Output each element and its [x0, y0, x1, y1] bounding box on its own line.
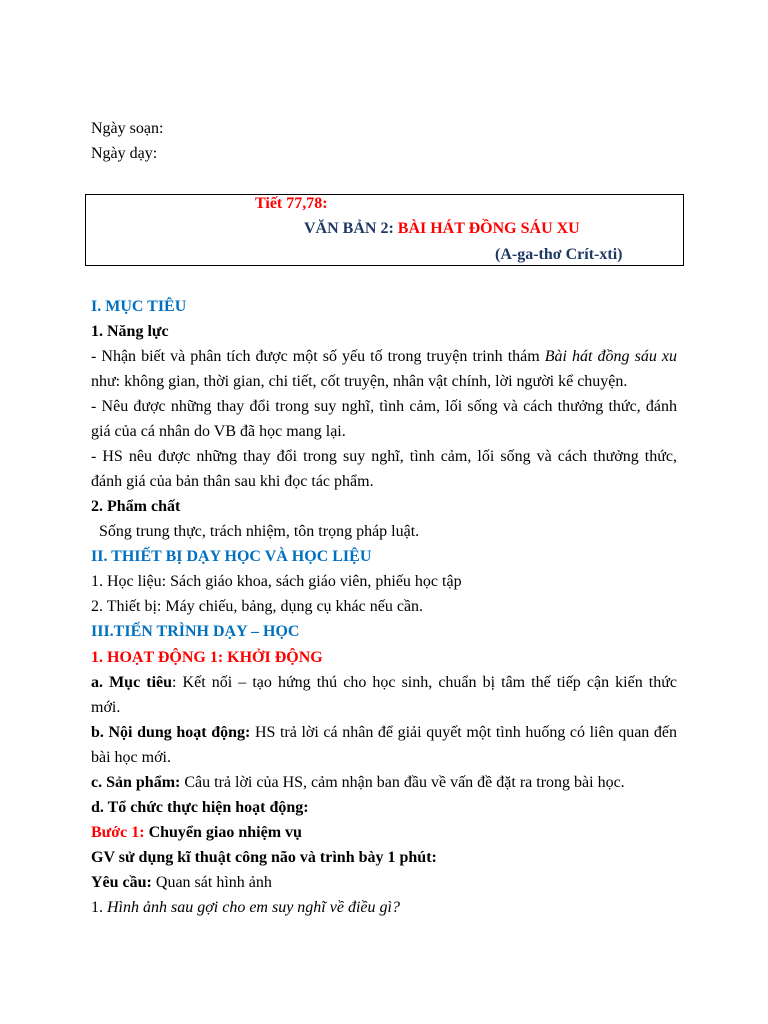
text-title: BÀI HÁT ĐỒNG SÁU XU — [397, 220, 580, 237]
number: 1. — [91, 899, 107, 916]
paragraph-line — [91, 770, 677, 795]
paragraph-line: mới. — [91, 699, 121, 716]
label: b. Nội dung hoạt động: — [91, 724, 251, 741]
step-label: Bước 1: — [91, 824, 145, 841]
subheading: 1. Năng lực — [91, 323, 169, 340]
paragraph-line: - Nêu được những thay đổi trong suy nghĩ, tình cảm, lối sống và cách thưởng thức, đánh — [91, 398, 677, 415]
paragraph-line — [91, 344, 677, 369]
subheading: d. Tổ chức thực hiện hoạt động: — [91, 799, 309, 816]
paragraph-line — [91, 670, 677, 695]
paragraph-line — [91, 720, 677, 745]
paragraph-line: Sống trung thực, trách nhiệm, tôn trọng pháp luật. — [99, 523, 420, 540]
label: Yêu cầu: — [91, 874, 152, 891]
paragraph-line: bài học mới. — [91, 749, 171, 766]
question: Hình ảnh sau gợi cho em suy nghĩ về điều gì? — [107, 899, 400, 916]
label: c. Sản phẩm: — [91, 774, 181, 791]
ngay-soan: Ngày soạn: — [91, 120, 164, 137]
section-heading: I. MỤC TIÊU — [91, 298, 187, 315]
paragraph-line: như: không gian, thời gian, chi tiết, cốt truyện, nhân vật chính, lời người kể chuyện. — [91, 373, 628, 390]
lesson-title — [304, 216, 664, 241]
text: Câu trả lời của HS, cảm nhận ban đầu về vấn đề đặt ra trong bài học. — [180, 774, 625, 791]
author: (A-ga-thơ Crít-xti) — [495, 246, 623, 263]
text: Quan sát hình ảnh — [151, 874, 272, 891]
text-label: VĂN BẢN 2: — [304, 220, 398, 237]
work-title: Bài hát đồng sáu xu — [544, 348, 677, 365]
text: : Kết nối – tạo hứng thú cho học sinh, chuẩn bị tâm thế tiếp cận kiến thức — [172, 674, 677, 691]
paragraph-line: 2. Thiết bị: Máy chiếu, bảng, dụng cụ khác nếu cần. — [91, 598, 424, 615]
paragraph-line — [91, 870, 677, 895]
activity-heading: 1. HOẠT ĐỘNG 1: KHỞI ĐỘNG — [91, 649, 323, 666]
lesson-number: Tiết 77,78: — [255, 195, 328, 212]
paragraph-line: giá của cá nhân do VB đã học mang lại. — [91, 423, 346, 440]
paragraph-line: - HS nêu được những thay đổi trong suy nghĩ, tình cảm, lối sống và cách thưởng thức, — [91, 448, 677, 465]
subheading: 2. Phẩm chất — [91, 498, 181, 515]
section-heading: II. THIẾT BỊ DẠY HỌC VÀ HỌC LIỆU — [91, 548, 372, 565]
question-line — [91, 895, 677, 920]
label: a — [91, 674, 99, 691]
paragraph-line: đánh giá của bản thân sau khi đọc tác phẩm. — [91, 473, 374, 490]
text: Chuyển giao nhiệm vụ — [144, 824, 302, 841]
section-heading: III.TIẾN TRÌNH DẠY – HỌC — [91, 623, 300, 640]
ngay-day: Ngày dạy: — [91, 145, 158, 162]
paragraph-line: 1. Học liệu: Sách giáo khoa, sách giáo viên, phiếu học tập — [91, 573, 462, 590]
text: HS trả lời cá nhân để giải quyết một tình huống có liên quan đến — [250, 724, 678, 741]
step-line — [91, 820, 677, 845]
paragraph-line: GV sử dụng kĩ thuật công não và trình bày 1 phút: — [91, 849, 437, 866]
label: . Mục tiêu — [99, 674, 173, 691]
text: - Nhận biết và phân tích được một số yếu tố trong truyện trinh thám — [91, 348, 545, 365]
